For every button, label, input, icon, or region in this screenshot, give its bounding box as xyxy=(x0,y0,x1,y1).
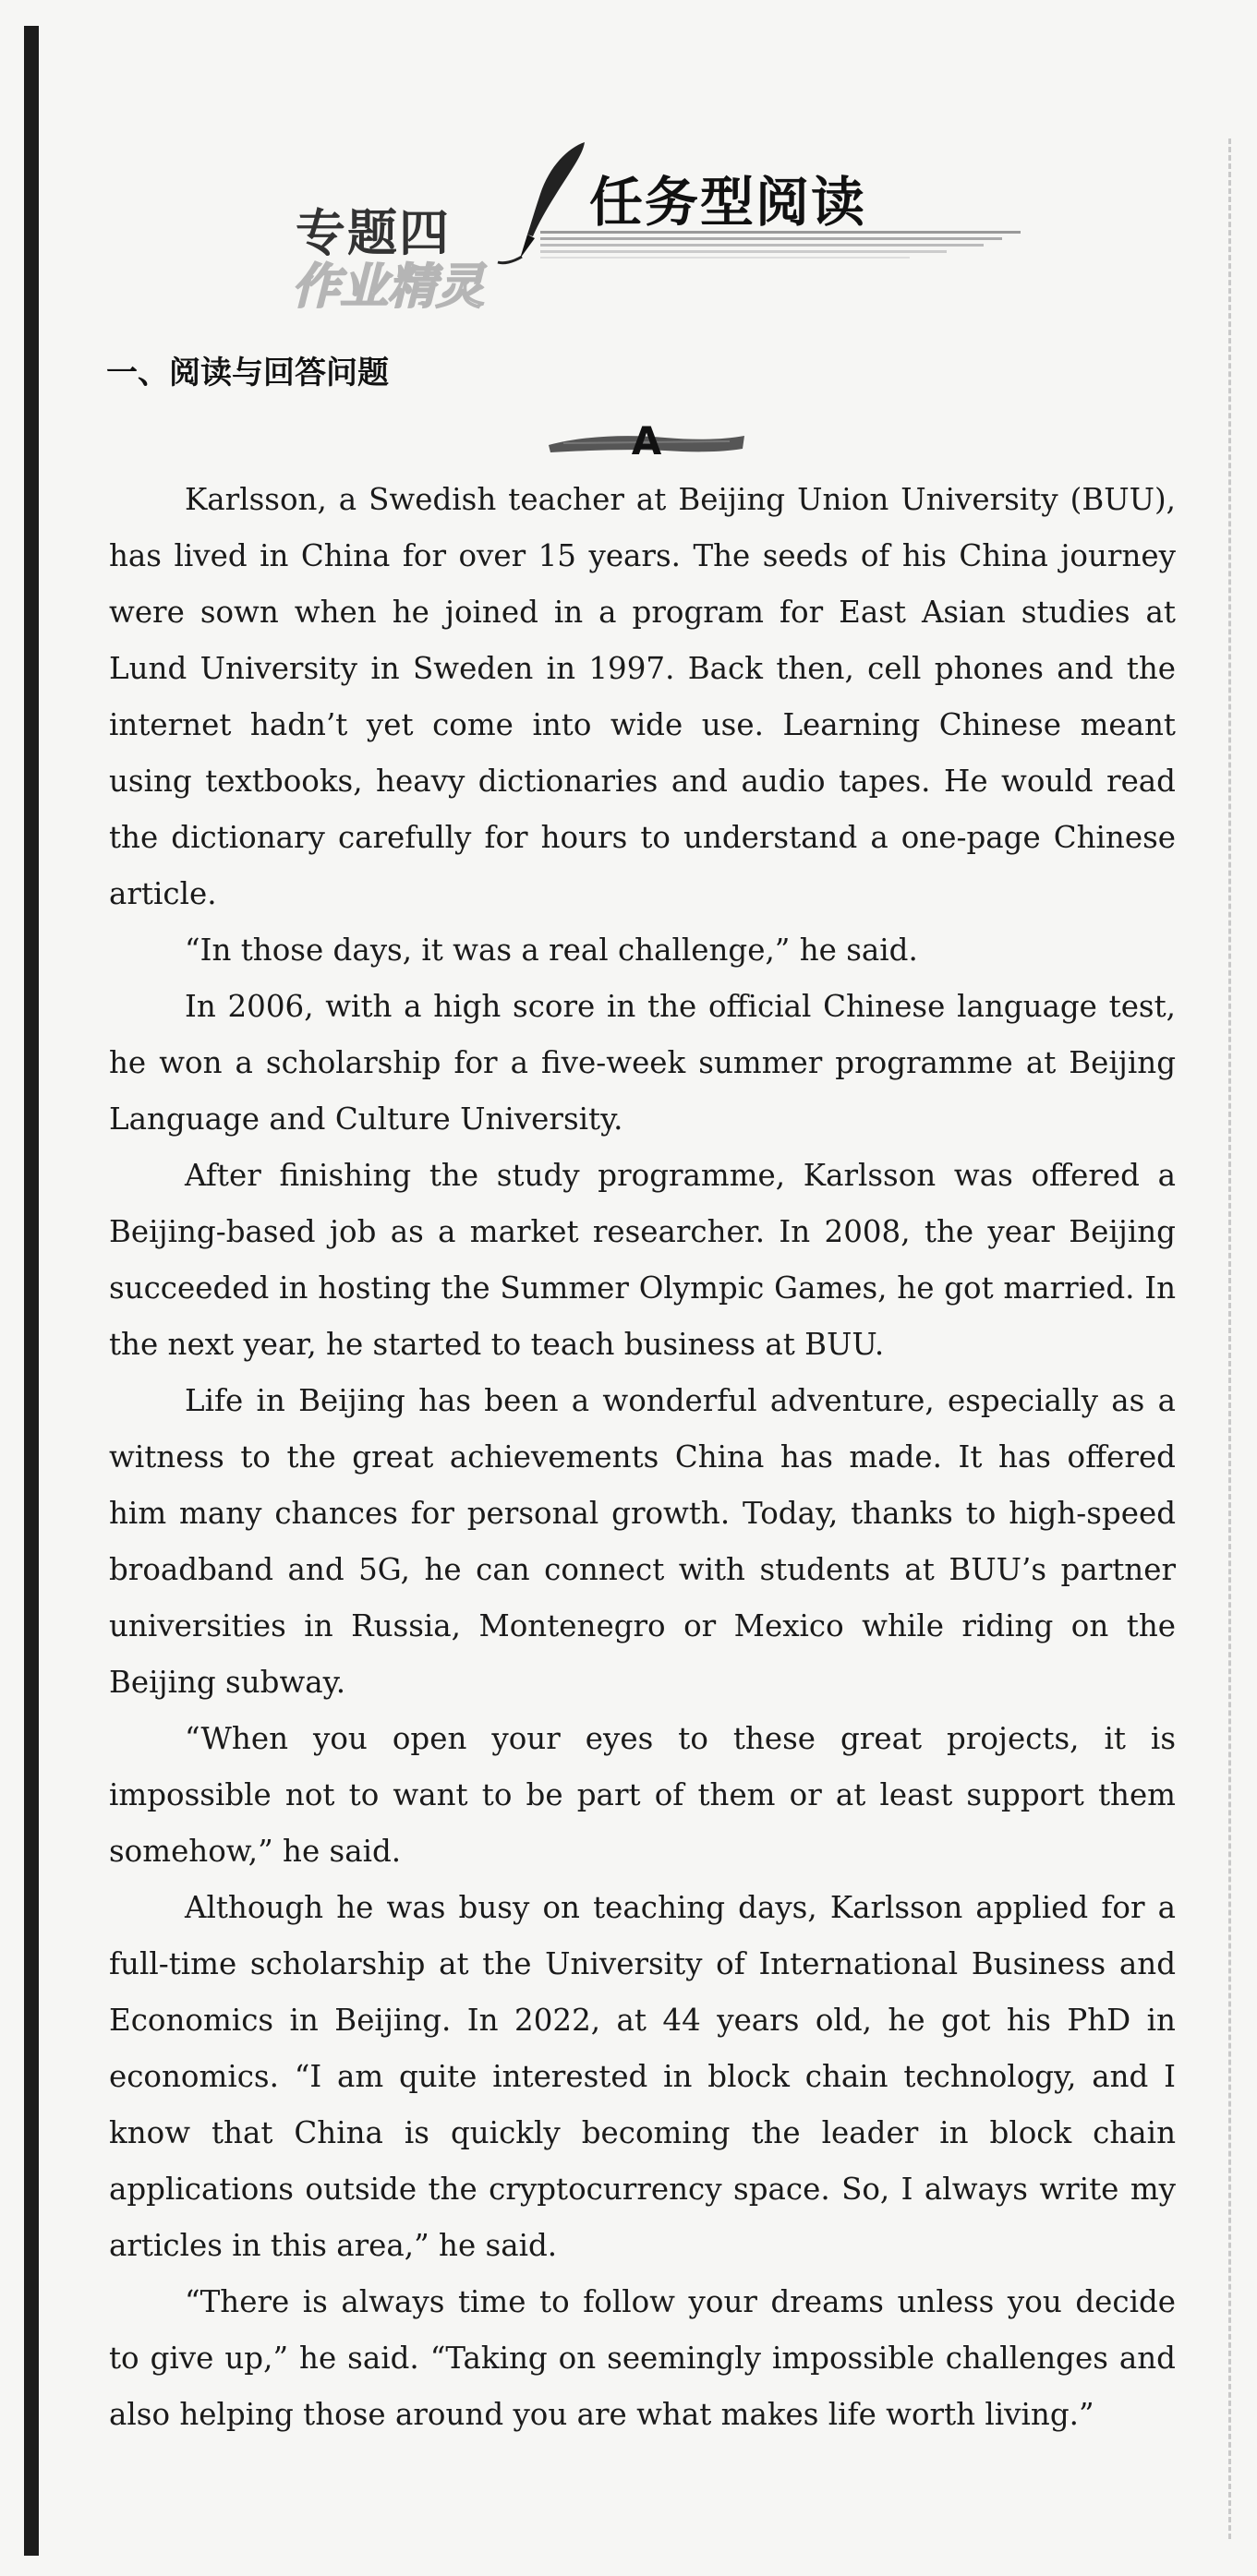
paragraph: “When you open your eyes to these great projects, it is impossible not to want to be part of them or at least support them somehow,” he said. xyxy=(109,1721,1176,1869)
paragraph: Life in Beijing has been a wonderful adventure, especially as a witness to the great achievements China has made. It has offered him many chances for personal growth. Today, thanks to high-speed broadband and 5G, he can connect with students at BUU’s partner universities in Russia, Montenegro or Mexico while riding on the Beijing subway. xyxy=(109,1383,1176,1700)
margin-dashed-line xyxy=(1228,138,1231,2539)
pen-icon xyxy=(494,138,596,268)
topic-title: 任务型阅读 xyxy=(589,171,867,234)
paragraph: After finishing the study programme, Karlsson was offered a Beijing-based job as a market researcher. In 2008, the year Beijing succeeded in hosting the Summer Olympic Games, he got married. In the next year, he started to teach business at BUU. xyxy=(109,1158,1176,1362)
paragraph: “In those days, it was a real challenge,” he said. xyxy=(185,933,918,968)
passage-label xyxy=(545,415,748,471)
paragraph: Although he was busy on teaching days, Karlsson applied for a full-time scholarship at the University of International Business and Economics in Beijing. In 2022, at 44 years old, he got his PhD in economics. “I am quite interested in block chain technology, and I know that China is quickly becoming the leader in block chain applications outside the cryptocurrency space. So, I always write my articles in this area,” he said. xyxy=(109,1890,1176,2263)
topic-header xyxy=(292,138,1034,323)
paragraph: Karlsson, a Swedish teacher at Beijing Union University (BUU), has lived in China for over 15 years. The seeds of his China journey were sown when he joined in a program for East Asian studies at Lund University in Sweden in 1997. Back then, cell phones and the internet hadn’t yet come into wide use. Learning Chinese meant using textbooks, heavy dictionaries and audio tapes. He would read the dictionary carefully for hours to understand a one-page Chinese article. xyxy=(109,482,1176,911)
brand-watermark: 作业精灵 xyxy=(292,259,485,315)
paragraph: “There is always time to follow your dreams unless you decide to give up,” he said. “Taking on seemingly impossible challenges and also helping those around you are what makes life worth living.” xyxy=(109,2284,1176,2432)
topic-number: 专题四 xyxy=(296,204,451,262)
page-binding-bar xyxy=(24,26,39,2556)
paragraph: In 2006, with a high score in the official Chinese language test, he won a scholarship for a five-week summer programme at Beijing Language and Culture University. xyxy=(109,989,1176,1137)
passage-letter: A xyxy=(631,418,662,463)
reading-passage xyxy=(109,472,1176,2443)
section-heading: 一、阅读与回答问题 xyxy=(106,355,389,391)
